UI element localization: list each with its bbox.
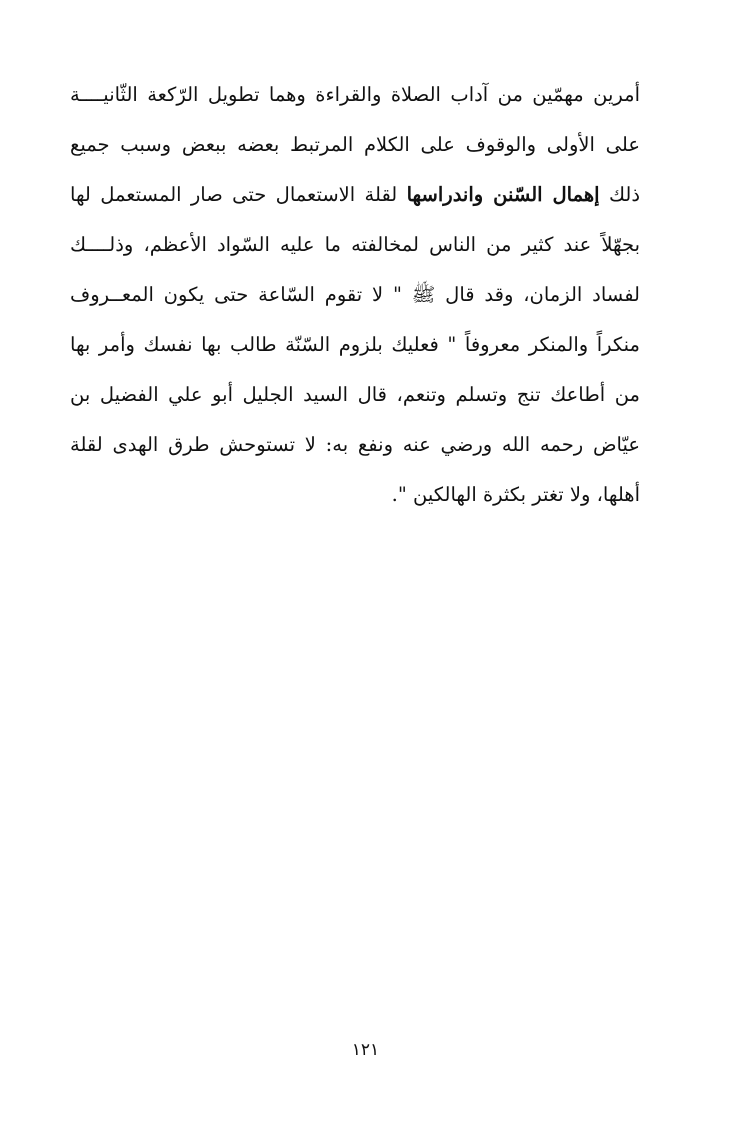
body-text <box>70 70 640 520</box>
text-line-4: بجهّلاً عند كثير من الناس لمخالفته ما عليه السّواد الأعظم، وذلــــك <box>70 233 640 256</box>
text-line-5: لفساد الزمان، وقد قال ﷺ " لا تقوم السّاعة حتى يكون المعــروف <box>70 283 640 306</box>
text-line-3-end: لقلة الاستعمال حتى صار المستعمل لها <box>70 183 407 206</box>
bold-phrase: إهمال السّنن واندراسها <box>406 183 600 206</box>
text-line-6: منكراً والمنكر معروفاً " فعليك بلزوم السّنّة طالب بها نفسك وأمر بها <box>70 333 640 356</box>
page-number: ١٢١ <box>351 1040 380 1060</box>
text-line-9: أهلها، ولا تغتر بكثرة الهالكين ". <box>391 483 640 506</box>
text-line-3 <box>70 170 640 220</box>
text-line-2: على الأولى والوقوف على الكلام المرتبط بعضه ببعض وسبب جميع <box>70 133 640 156</box>
text-line-3-start: ذلك <box>599 183 640 206</box>
text-line-1: أمرين مهمّين من آداب الصلاة والقراءة وهما تطويل الرّكعة الثّانيــــة <box>70 83 640 106</box>
text-line-7: من أطاعك تنج وتسلم وتنعم، قال السيد الجليل أبو علي الفضيل بن <box>70 383 640 406</box>
text-line-8: عيّاض رحمه الله ورضي عنه ونفع به: لا تستوحش طرق الهدى لقلة <box>70 433 640 456</box>
